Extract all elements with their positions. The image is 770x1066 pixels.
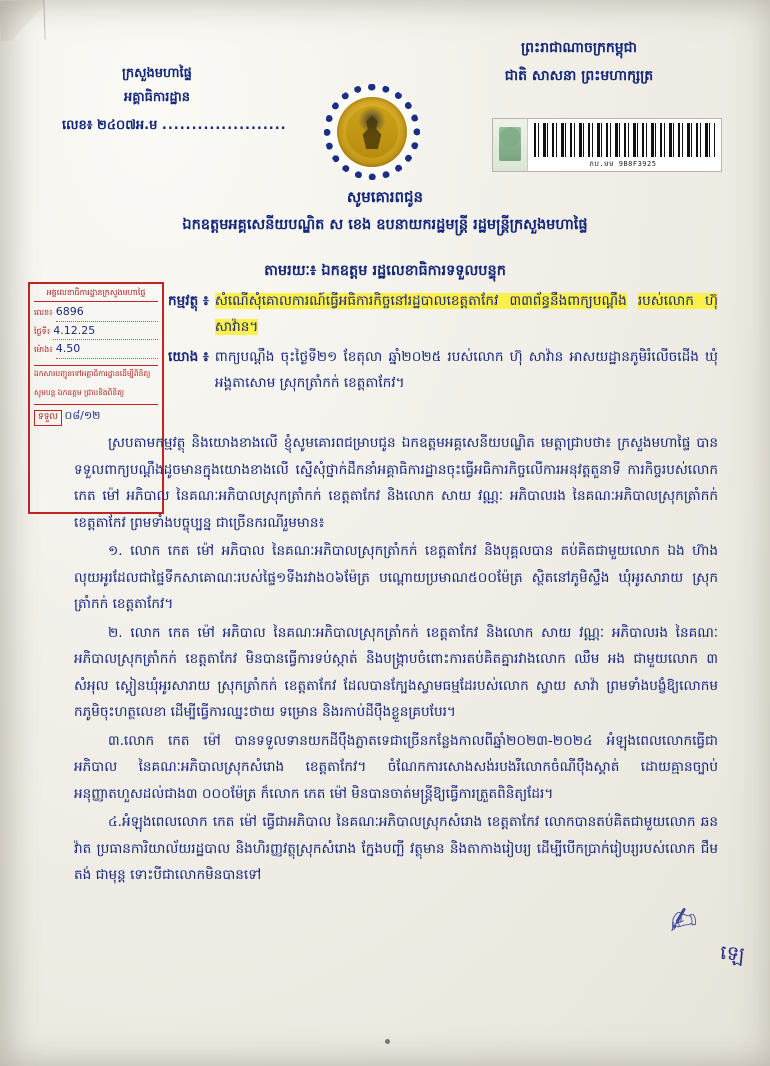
- via-label: តាមរយៈ៖: [264, 263, 317, 279]
- subject-block: [168, 288, 718, 396]
- paragraph: ស្របតាមកម្មវត្ថុ និងយោងខាងលើ ខ្ញុំសូមគោរពជម្រាបជូន ឯកឧត្តមអគ្គសេនីយបណ្ឌិត មេត្តាជ្រាបថា៖ ក្រសួងមហាផ្ទៃ បានទទួលពាក្យបណ្ដឹងដូចមានក្នុងយោងខាងលើ ស្នើសុំថ្នាក់ដឹកនាំអគ្គាធិការដ្ឋានចុះធ្វើអធិការកិច្ចលើការអនុវត្តតួនាទី ការកិច្ចរបស់លោក កេត ម៉ៅ អភិបាល នៃគណៈអភិបាលស្រុកត្រាំកក់ ខេត្តតាកែវ និងលោក សាយ វណ្ណៈ អភិបាលរង នៃគណៈអភិបាលស្រុកត្រាំកក់ ខេត្តតាកែវ ព្រមទាំងបច្ចុប្បន្ន ជាច្រើនករណីរួមមាន៖: [74, 435, 718, 531]
- subject-row: [168, 288, 718, 340]
- stamp-number-value: 6896: [56, 304, 158, 322]
- stamp-row: [34, 341, 158, 359]
- page-dot: [385, 1039, 390, 1044]
- reference-label: យោង ៖: [168, 349, 209, 366]
- via-line: [0, 262, 770, 283]
- stamp-footer: [34, 404, 158, 426]
- motto-line: ជាតិ សាសនា ព្រះមហាក្សត្រ: [504, 68, 654, 84]
- subject-label: កម្មវត្ថុ ៖: [168, 293, 209, 309]
- signature-initials: ឡេ: [718, 939, 746, 967]
- signature-mark: ✍: [664, 897, 701, 944]
- paragraph: ៣.លោក កេត ម៉ៅ បានទទួលទានយកដីប៉ឹងភ្លាតទេជាច្រើនកន្លែងកាលពីឆ្នាំ២០២៣-២០២៤ អំឡុងពេលលោកធ្វើជាអភិបាល នៃគណៈអភិបាលស្រុកសំរោង ខេត្តតាកែវ។ ចំណែកការសោងសង់របងរឺលោកចំណីប៉ឹងស្គាត់ ដោយគ្មានច្បាប់អនុញ្ញាតហួសដល់ជាង៣ ០០០ម៉ែត្រ ក៏លោក កេត ម៉ៅ មិនបានចាត់មន្ត្រីឱ្យធ្វើការត្រួតពិនិត្យដែរ។: [74, 732, 718, 802]
- emblem-motif: [346, 106, 398, 158]
- stamp-date-value: 4.12.25: [53, 323, 158, 341]
- reference-text: ពាក្យបណ្ដឹង ចុះថ្ងៃទី២១ ខែតុលា ឆ្នាំ២០២៥ របស់លោក ហ៊ុ សាវ៉ាន អាសយដ្ឋានភូមិរំលើចដើង ឃុំអង្គតាសោម ស្រុកត្រាំកក់ ខេត្តតាកែវ។: [214, 349, 718, 392]
- reference-row: [168, 344, 718, 396]
- addressee-line: ឯកឧត្តមអគ្គសេនីយបណ្ឌិត ស ខេង ឧបនាយករដ្ឋមន្ត្រី រដ្ឋមន្ត្រីក្រសួងមហាផ្ទៃ: [182, 217, 588, 233]
- header-right-block: [434, 34, 724, 90]
- department-name: អគ្គាធិការដ្ឋាន: [123, 90, 190, 106]
- ministry-name: ក្រសួងមហាផ្ទៃ: [122, 66, 192, 81]
- barcode-seal-icon: [493, 119, 528, 171]
- barcode-text: ភប.មម 9B8F3925: [589, 160, 657, 168]
- stamp-time-value: 4.50: [56, 341, 158, 359]
- header-left-block: [62, 62, 287, 138]
- stamp-row: [34, 323, 158, 341]
- paragraph: ៤.អំឡុងពេលលោក កេត ម៉ៅ ធ្វើជាអភិបាល នៃគណៈអភិបាលស្រុកសំរោង ខេត្តតាកែវ លោកបានតប់គិតជាមួយលោក ឆន វ៉ាត ប្រធានការិយាល័យរដ្ឋបាល និងហិរញ្ញវត្ថុស្រុកសំរោង ក្នែងបញ្ឆី វត្ថុមាន និងតាកាងរៀបរ្យ ដើម្បីបើកប្រាក់រៀបរ្យរបស់លោក ជឹម តង់ ជាមុន្ដ ទោះបីជាលោកមិនបានទៅ: [74, 814, 718, 883]
- document-number-line: [62, 114, 287, 138]
- stamp-receive-box: ទទួល: [34, 410, 62, 426]
- corner-fold: [0, 0, 46, 41]
- barcode-block: [492, 118, 722, 172]
- number-value: ២៤០៧អ.ម: [97, 118, 158, 134]
- royal-emblem-icon: [324, 84, 420, 180]
- stamp-row: [34, 304, 158, 322]
- stamp-note-secondary: សូមបន្ដ ឯកឧត្តម ជ្រាបនិងពិនិត្យ: [34, 388, 125, 398]
- via-value: ឯកឧត្តម រដ្ឋលេខាធិការទទួលបន្ទុក: [321, 263, 506, 279]
- barcode-bars: [534, 123, 715, 157]
- paragraph: ២. លោក កេត ម៉ៅ អភិបាល នៃគណៈអភិបាលស្រុកត្រាំកក់ ខេត្តតាកែវ និងលោក សាយ វណ្ណៈ អភិបាលរង នៃគណៈអភិបាលស្រុកត្រាំកក់ ខេត្តតាកែវ មិនបានធ្វើការទប់ស្កាត់ និងបង្ក្រាបចំពោះការតប់គិតគ្នារវាងលោក ឈឹម អង ជាមួយលោក ៣ សំអុល ស្ដៀនឃុំអូរសារាយ ស្រុកត្រាំកក់ ខេត្តតាកែវ ដែលបានក្បែងស្វាមធម្មដែរបស់លោក ស្វាយ សាវ៉ា ព្រមទាំងបង្ខំឱ្យលោកមកភូមិចុះហត្ថលេខា ដើម្បីធ្វើការឈ្នះថាយ ទម្រោន និងរកាប់ដីប៉ឹងខ្លួនគ្របបែរ។: [74, 624, 718, 720]
- stamp-time-label: ម៉ោង៖: [34, 345, 53, 354]
- subject-highlight-2: របស់លោក ហ៊ុ សាវ៉ាន។: [214, 293, 719, 336]
- stamp-hand-date: ០៨/១២: [64, 409, 101, 423]
- stamp-date-label: ថ្ងៃទី៖: [34, 326, 51, 336]
- stamp-note: ឯកសារបញ្ជូនទៅអគ្គាធិការដ្ឋានដើម្បីពិនិត្យ: [34, 365, 158, 380]
- subject-text: [215, 288, 718, 340]
- salutation-line: សូមគោរពជូន: [346, 188, 424, 206]
- kingdom-line: ព្រះរាជាណាចក្រកម្ពុជា: [520, 40, 637, 56]
- number-dots: .....................: [161, 118, 287, 134]
- stamp-title: អគ្គលេខាធិការដ្ឋានក្រសួងមហាផ្ទៃ: [34, 287, 158, 302]
- stamp-number-label: លេខ៖: [34, 308, 53, 317]
- paragraph: ១. លោក កេត ម៉ៅ អភិបាល នៃគណៈអភិបាលស្រុកត្រាំកក់ ខេត្តតាកែវ និងបុគ្គលបាន តប់គិតជាមួយលោក ឯង ហ៊ាង លុយអូរដែលជាផ្ទៃទីកសាគោណៈរបស់ផ្ទៃ១ទីងរវាង០៦ម៉ែត្រ បណ្ដោយប្រមាណ៥០០ម៉ែត្រ ស្ថិតនៅភូមិស្ទឹង ឃុំអូរសារាយ ស្រុកត្រាំកក់ ខេត្តតាកែវ។: [74, 543, 718, 612]
- body-text: [74, 430, 718, 891]
- subject-highlight-1: សំណើសុំគោលការណ៍ធ្វើអធិការកិច្ចនៅរដ្ឋបាលខេត្តតាកែវ ៣៣ព័ន្ធនឹងពាក្យបណ្ដឹង: [214, 293, 627, 309]
- number-label: លេខ៖: [62, 118, 93, 134]
